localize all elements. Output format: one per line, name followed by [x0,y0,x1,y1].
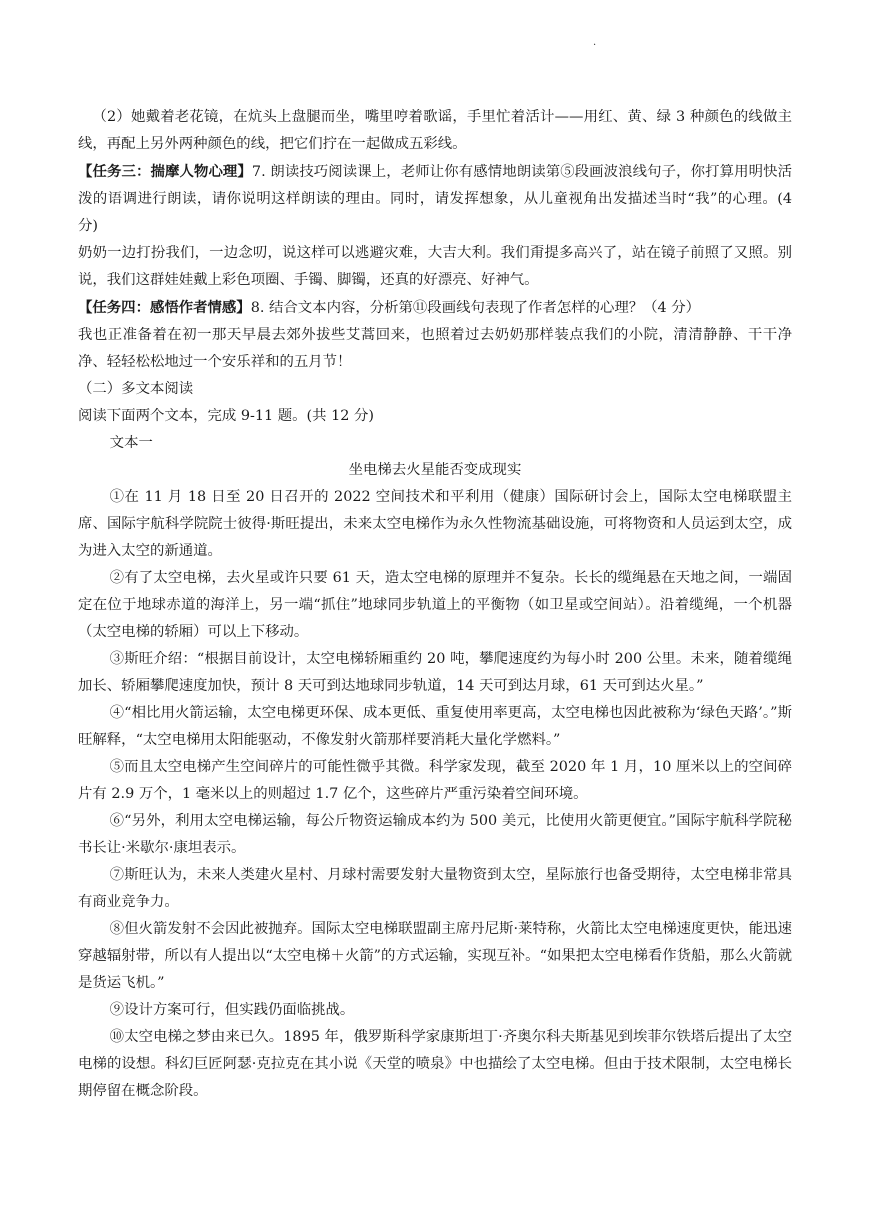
task-4-question [78,294,792,322]
task-3-tag: 【任务三：揣摩人物心理】 [78,163,252,180]
header-dot: . [593,37,597,48]
task-3-text: 7. 朗读技巧阅读课上，老师让你有感情地朗读第⑤段画波浪线句子，你打算用明快活泼的语调进行朗读，请你说明这样朗读的理由。同时，请发挥想象，从儿童视角出发描述当时“我”的心理。(4 分) [78,164,792,234]
text-one-label: 文本一 [109,435,153,451]
article-title: 坐电梯去火星能否变成现实 [348,462,522,478]
task-4-tag: 【任务四：感悟作者情感】 [78,299,251,316]
question-6-item-2: （2）她戴着老花镜，在炕头上盘腿而坐，嘴里哼着歌谣，手里忙着活计——用红、黄、绿 3 种颜色的线做主线，再配上另外两种颜色的线，把它们拧在一起做成五彩线。 [78,109,792,152]
document-content [78,104,792,1105]
article-paragraph-2: ②有了太空电梯，去火星或许只要 61 天，造太空电梯的原理并不复杂。长长的缆绳悬在天地之间，一端固定在位于地球赤道的海洋上，另一端“抓住”地球同步轨道上的平衡物（如卫星或空间站）。沿着缆绳，一个机器（太空电梯的轿厢）可以上下移动。 [78,570,792,640]
article-paragraph-6: ⑥“另外，利用太空电梯运输，每公斤物资运输成本约为 500 美元，比使用火箭更便宜。”国际宇航科学院秘书长让·米歇尔·康坦表示。 [78,813,792,856]
reading-instruction: 阅读下面两个文本，完成 9-11 题。(共 12 分) [78,408,375,424]
article-paragraph-10: ⑩太空电梯之梦由来已久。1895 年，俄罗斯科学家康斯坦丁·齐奥尔科夫斯基见到埃菲尔铁塔后提出了太空电梯的设想。科幻巨匠阿瑟·克拉克在其小说《天堂的喷泉》中也描绘了太空电梯。但由于技术限制，太空电梯长期停留在概念阶段。 [78,1029,792,1099]
task-3-quote: 奶奶一边打扮我们，一边念叨，说这样可以逃避灾难，大吉大利。我们甭提多高兴了，站在镜子前照了又照。别说，我们这群娃娃戴上彩色项圈、手镯、脚镯，还真的好漂亮、好神气。 [78,245,792,288]
article-paragraph-3: ③斯旺介绍：“根据目前设计，太空电梯轿厢重约 20 吨，攀爬速度约为每小时 200 公里。未来，随着缆绳加长、轿厢攀爬速度加快，预计 8 天可到达地球同步轨道，14 天可到达月球，61 天可到达火星。” [78,651,792,694]
task-4-quote: 我也正准备着在初一那天早晨去郊外拔些艾蒿回来，也照着过去奶奶那样装点我们的小院，清清静静、干干净净、轻轻松松地过一个安乐祥和的五月节！ [78,327,792,370]
task-4-text: 8. 结合文本内容，分析第⑪段画线句表现了作者怎样的心理？（4 分） [250,300,701,316]
task-3-question [78,158,792,240]
article-paragraph-5: ⑤而且太空电梯产生空间碎片的可能性微乎其微。科学家发现，截至 2020 年 1 月，10 厘米以上的空间碎片有 2.9 万个，1 毫米以上的则超过 1.7 亿个，这些碎片严重污染着空间环境。 [78,759,792,802]
article-paragraph-1: ①在 11 月 18 日至 20 日召开的 2022 空间技术和平利用（健康）国际研讨会上，国际太空电梯联盟主席、国际宇航科学院院士彼得·斯旺提出，未来太空电梯作为永久性物流基础设施，可将物资和人员运到太空，成为进入太空的新通道。 [78,489,792,559]
article-paragraph-9: ⑨设计方案可行，但实践仍面临挑战。 [109,1002,355,1018]
section-title: （二）多文本阅读 [78,381,194,397]
article-paragraph-8: ⑧但火箭发射不会因此被抛弃。国际太空电梯联盟副主席丹尼斯·莱特称，火箭比太空电梯速度更快，能迅速穿越辐射带，所以有人提出以“太空电梯＋火箭”的方式运输，实现互补。“如果把太空电梯看作货船，那么火箭就是货运飞机。” [78,921,792,991]
article-paragraph-7: ⑦斯旺认为，未来人类建火星村、月球村需要发射大量物资到太空，星际旅行也备受期待，太空电梯非常具有商业竞争力。 [78,867,792,910]
article-paragraph-4: ④“相比用火箭运输，太空电梯更环保、成本更低、重复使用率更高，太空电梯也因此被称为‘绿色天路’。”斯旺解释，“太空电梯用太阳能驱动，不像发射火箭那样要消耗大量化学燃料。” [78,705,792,748]
